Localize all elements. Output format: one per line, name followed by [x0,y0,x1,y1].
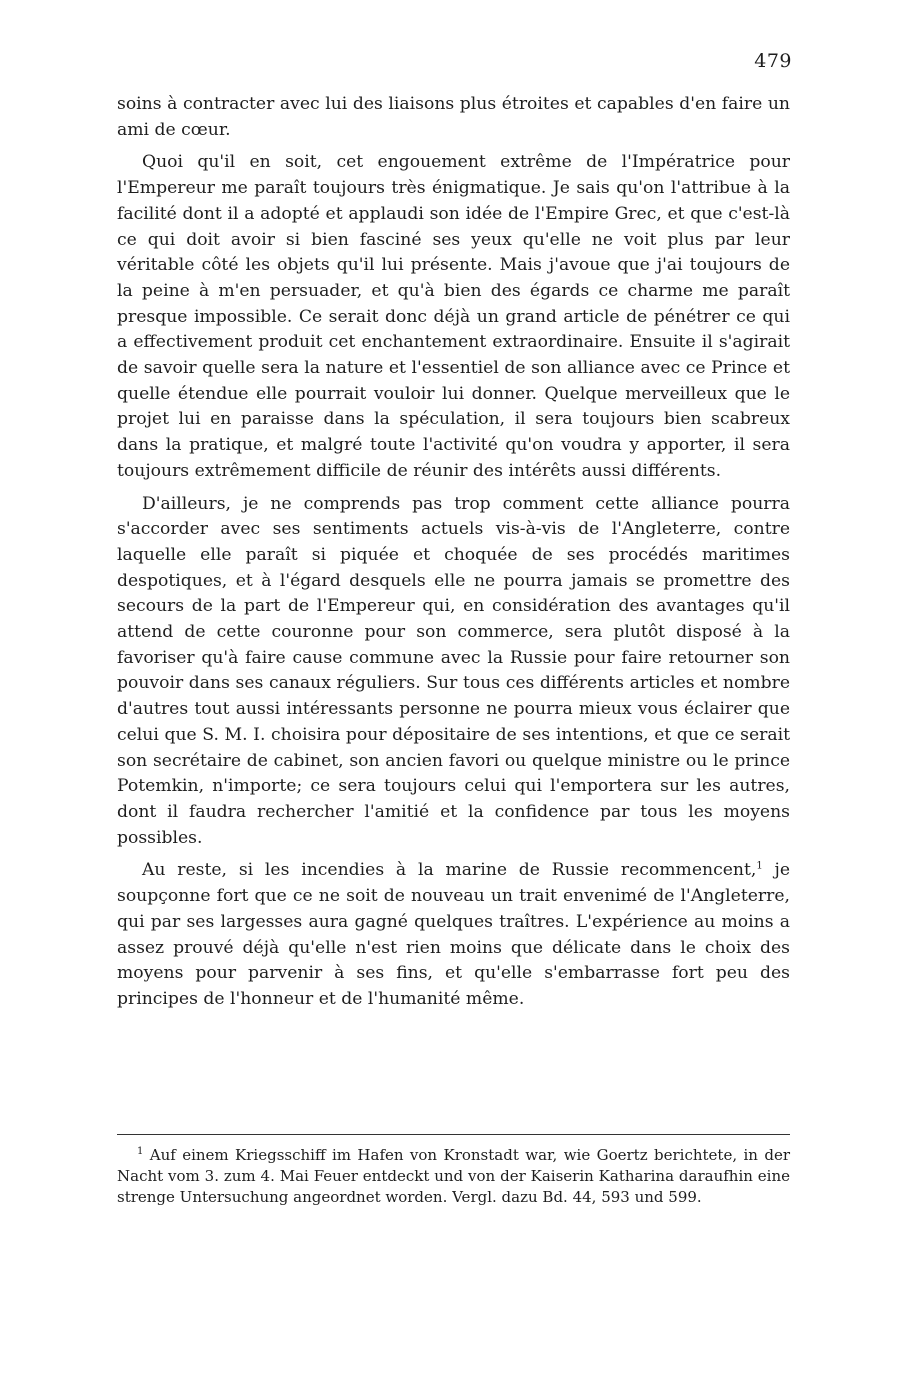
paragraph [117,858,790,1012]
paragraph-text: Au reste, si les incendies à la marine de Russie recommencent, [142,860,757,881]
main-text [117,92,790,1020]
paragraph: D'ailleurs, je ne comprends pas trop comment cette alliance pourra s'accorder avec ses sentiments actuels vis-à-vis de l'Angleterre, contre laquelle elle paraît si piquée et choquée de ses procédés maritimes despotiques, et à l'égard desquels elle ne pourra jamais se promettre des secours de la part de l'Empereur qui, en considération des avantages qu'il attend de cette couronne pour son commerce, sera plutôt disposé à la favoriser qu'à faire cause commune avec la Russie pour faire retourner son pouvoir dans ses canaux réguliers. Sur tous ces différents articles et nombre d'autres tout aussi intéressants personne ne pourra mieux vous éclairer que celui que S. M. I. choisira pour dépositaire de ses intentions, et que ce serait son secrétaire de cabinet, son ancien favori ou quelque ministre ou le prince Potemkin, n'importe; ce sera toujours celui qui l'emportera sur les autres, dont il faudra rechercher l'amitié et la confidence par tous les moyens possibles. [117,493,790,848]
footnote-divider [117,1134,790,1135]
paragraph: Quoi qu'il en soit, cet engouement extrême de l'Impératrice pour l'Empereur me paraît toujours très énigmatique. Je sais qu'on l'attribue à la facilité dont il a adopté et applaudi son idée de l'Empire Grec, et que c'est-là ce qui doit avoir si bien fasciné ses yeux qu'elle ne voit plus par leur véritable côté les objets qu'il lui présente. Mais j'avoue que j'ai toujours de la peine à m'en persuader, et qu'à bien des égards ce charme me paraît presque impossible. Ce serait donc déjà un grand article de pénétrer ce qui a effectivement produit cet enchantement extraordinaire. Ensuite il s'agirait de savoir quelle sera la nature et l'essentiel de son alliance avec ce Prince et quelle étendue elle pourrait vouloir lui donner. Quelque merveilleux que le projet lui en paraisse dans la spéculation, il sera toujours bien scabreux dans la pratique, et malgré toute l'activité qu'on voudra y apporter, il sera toujours extrêmement difficile de réunir des intérêts aussi différents. [117,152,790,481]
paragraph-text: je soupçonne fort que ce ne soit de nouveau un trait envenimé de l'Angleterre, qui par ses largesses aura gagné quelques traîtres. L'expérience au moins a assez prouvé déjà qu'elle n'est rien moins que délicate dans le choix des moyens pour parvenir à ses fins, et qu'elle s'embarrasse fort peu des principes de l'honneur et de l'humanité même. [117,860,790,1009]
footnote [117,1145,790,1208]
paragraph: soins à contracter avec lui des liaisons plus étroites et capables d'en faire un ami de cœur. [117,94,790,140]
footnote-reference[interactable]: 1 [756,860,763,872]
footnote-mark: 1 [137,1146,144,1157]
page-number: 479 [754,50,792,72]
footnote-text: Auf einem Kriegsschiff im Hafen von Kronstadt war, wie Goertz berichtete, in der Nacht vom 3. zum 4. Mai Feuer entdeckt und von der Kaiserin Katharina daraufhin eine strenge Untersuchung angeordnet worden. Vergl. dazu Bd. 44, 593 und 599. [117,1146,790,1206]
